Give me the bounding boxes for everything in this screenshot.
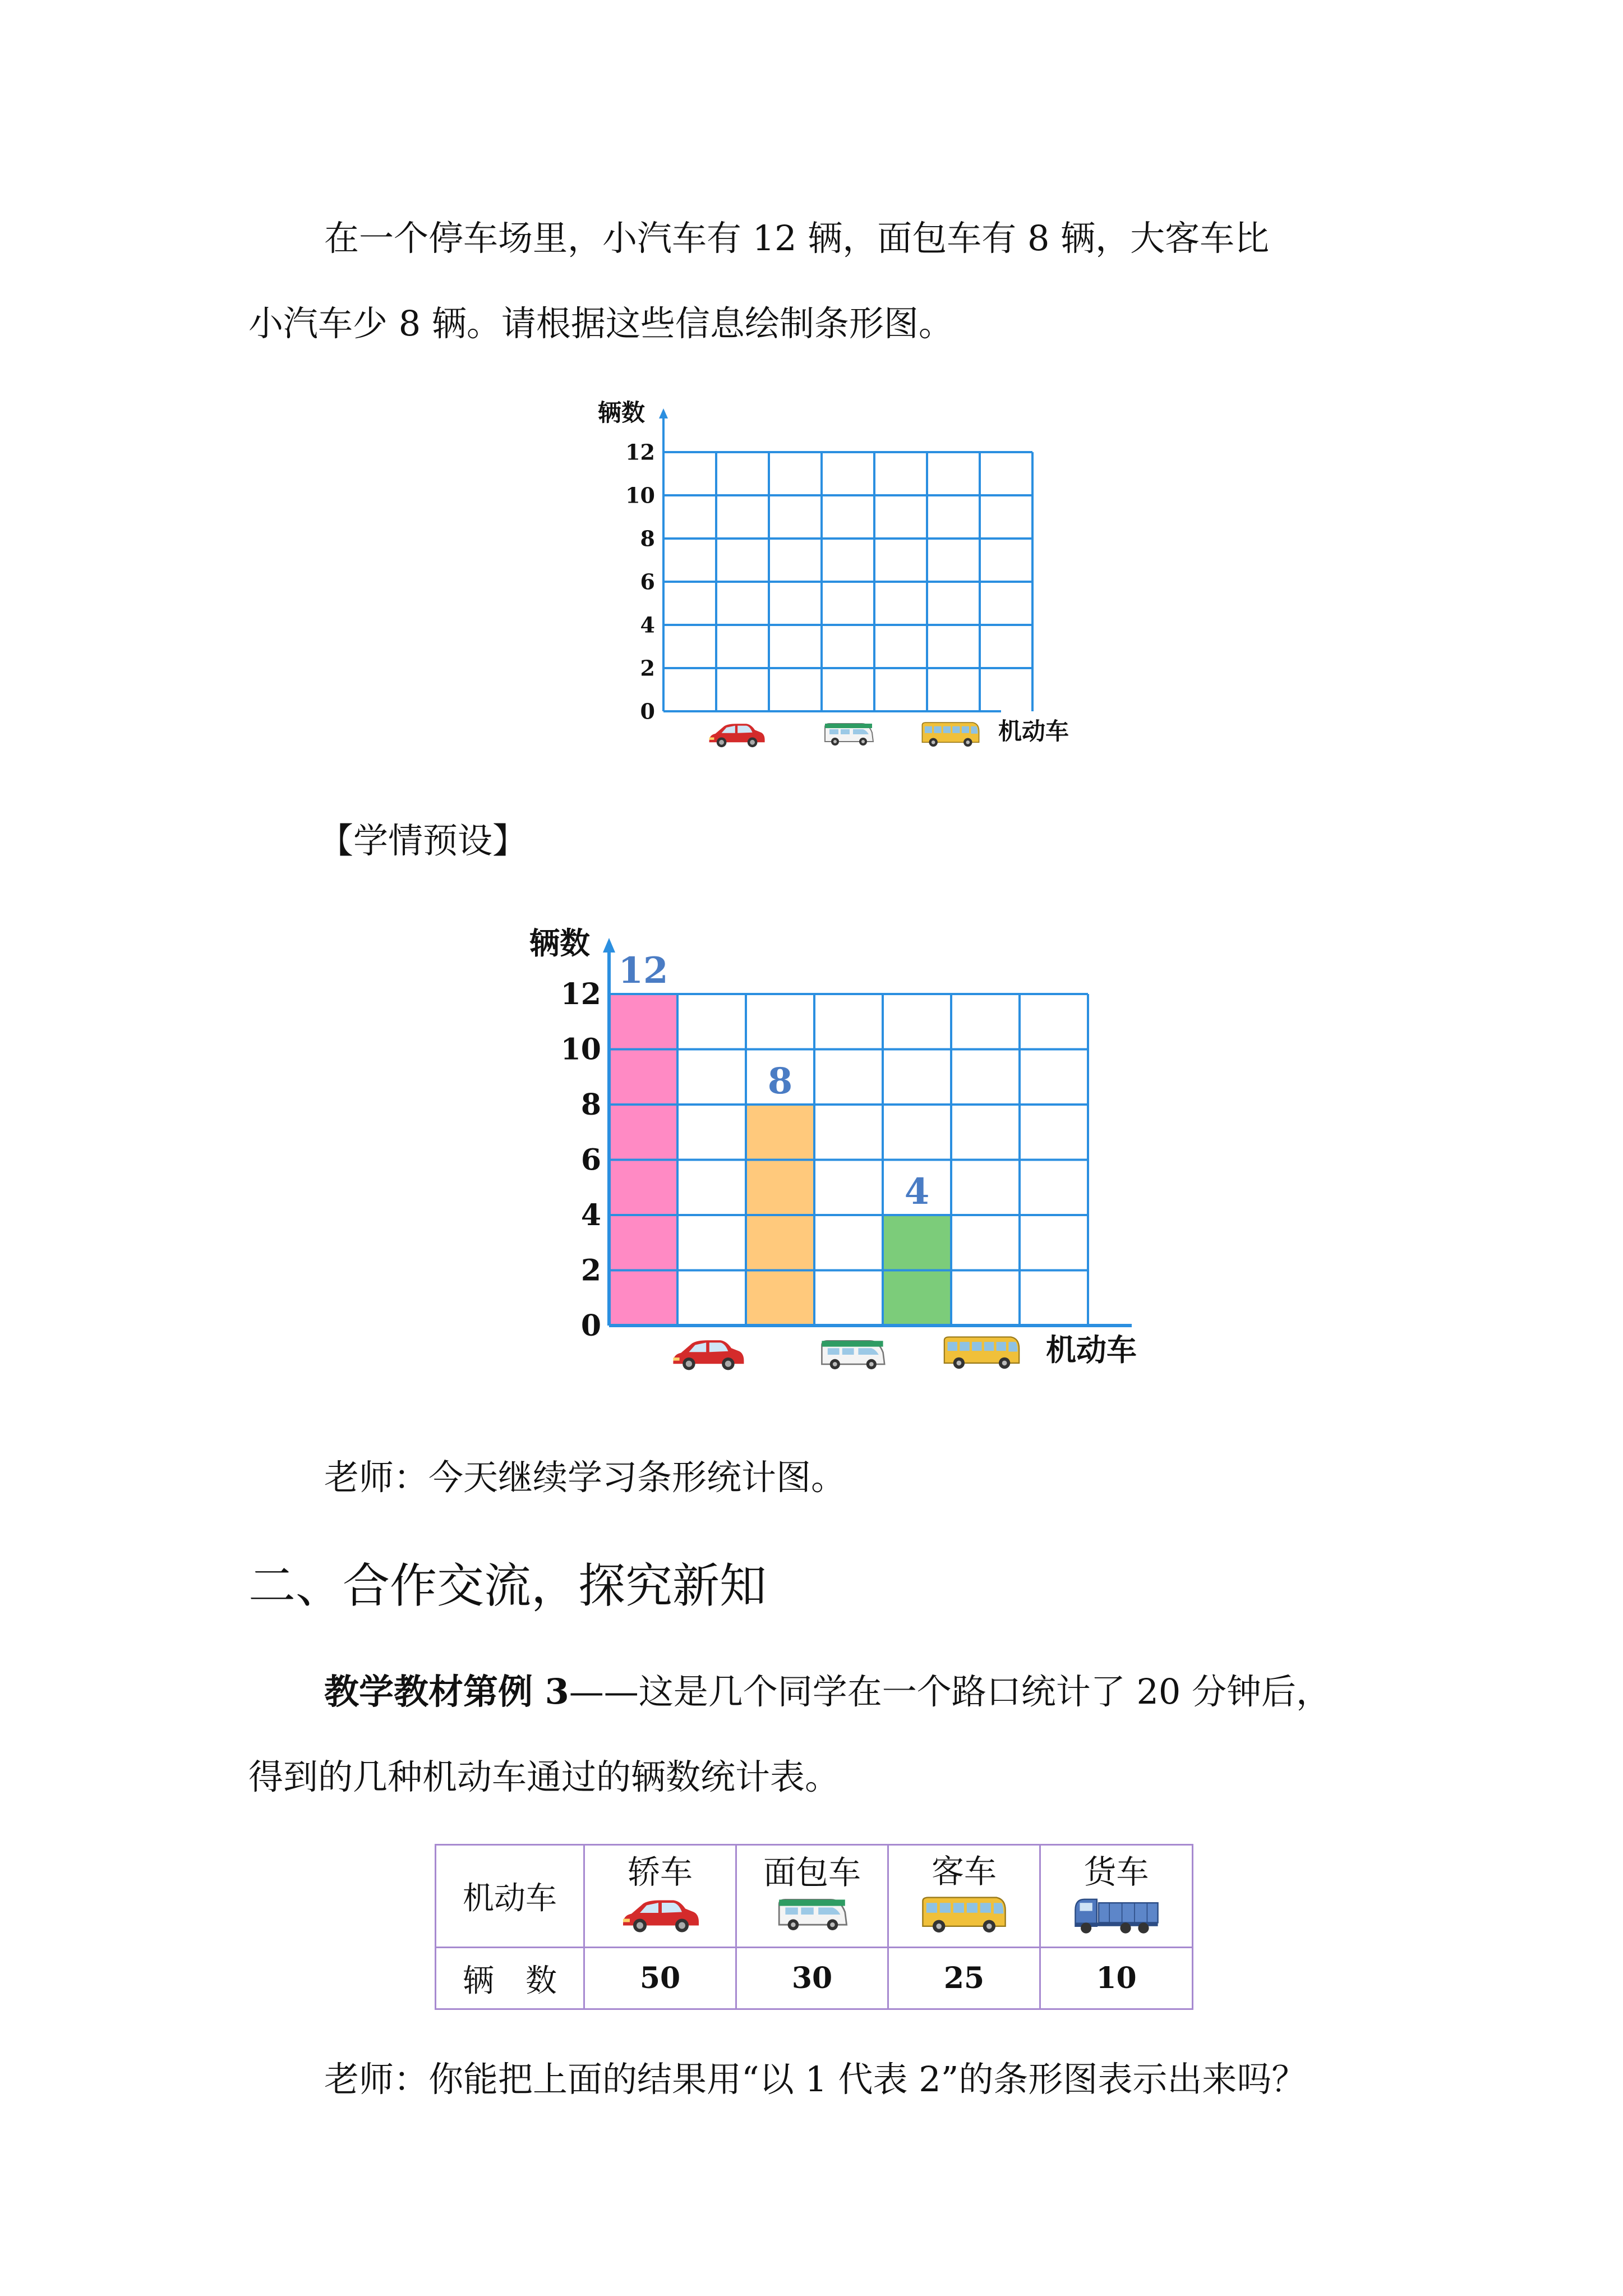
intro-line-1: 在一个停车场里，小汽车有 12 辆，面包车有 8 辆，大客车比 xyxy=(324,218,1270,259)
car-icon xyxy=(673,1340,744,1370)
main-chart-data-label-0: 12 xyxy=(618,950,668,992)
table-col-name: 货车 xyxy=(1083,1853,1149,1892)
teacher-line-2: 老师：你能把上面的结果用“以 1 代表 2”的条形图表示出来吗？ xyxy=(324,2059,1307,2100)
blank-chart-y-tick-4: 8 xyxy=(640,526,655,551)
blank-chart-y-label: 辆数 xyxy=(597,399,645,426)
table-header-vehicle: 机动车 xyxy=(436,1845,584,1948)
main-chart-y-label: 辆数 xyxy=(529,925,590,961)
blank-chart-y-tick-1: 2 xyxy=(640,655,655,681)
main-chart-y-tick-5: 10 xyxy=(560,1032,601,1067)
example-line-2: 得到的几种机动车通过的辆数统计表。 xyxy=(248,1756,840,1797)
table-col-truck xyxy=(1040,1845,1193,1948)
blank-chart-y-tick-5: 10 xyxy=(625,482,655,508)
main-chart-data-label-2: 4 xyxy=(904,1171,930,1213)
table-col-name: 轿车 xyxy=(627,1853,693,1892)
example-line-1-rest: ——这是几个同学在一个路口统计了 20 分钟后， xyxy=(569,1671,1331,1712)
main-chart-y-ticks xyxy=(561,977,601,1343)
example-lead: 教学教材第例 3 xyxy=(324,1671,569,1712)
blank-chart-y-tick-0: 0 xyxy=(640,698,655,724)
table-col-bus xyxy=(888,1845,1040,1948)
table-row xyxy=(436,1845,1193,1948)
main-chart-y-tick-4: 8 xyxy=(580,1088,601,1122)
bus-icon xyxy=(919,1892,1009,1938)
table-count-truck: 10 xyxy=(1040,1948,1193,2009)
main-chart-y-tick-3: 6 xyxy=(580,1143,601,1177)
teacher-line-1: 老师：今天继续学习条形统计图。 xyxy=(324,1457,846,1498)
section-label: 【学情预设】 xyxy=(319,820,528,861)
vehicle-count-table xyxy=(435,1844,1193,2010)
blank-chart-x-label: 机动车 xyxy=(998,717,1069,745)
table-row xyxy=(436,1948,1193,2009)
blank-chart-y-tick-6: 12 xyxy=(625,439,655,465)
car-icon xyxy=(618,1892,702,1937)
example-line-1 xyxy=(324,1671,1331,1712)
main-chart-data-label-1: 8 xyxy=(767,1060,793,1102)
main-chart-y-arrow xyxy=(603,938,615,953)
table-header-count: 辆 数 xyxy=(436,1948,584,2009)
main-chart-y-tick-6: 12 xyxy=(560,977,601,1012)
table-count-bus: 25 xyxy=(888,1948,1040,2009)
blank-chart-y-tick-3: 6 xyxy=(640,569,655,595)
bus-icon xyxy=(944,1337,1019,1369)
main-chart-y-tick-0: 0 xyxy=(580,1309,601,1343)
main-chart-y-tick-1: 2 xyxy=(580,1253,601,1288)
table-col-name: 客车 xyxy=(931,1852,997,1891)
truck-icon xyxy=(1072,1892,1161,1937)
table-col-sedan xyxy=(584,1845,736,1948)
intro-line-2: 小汽车少 8 辆。请根据这些信息绘制条形图。 xyxy=(248,303,953,344)
main-chart-y-tick-2: 4 xyxy=(580,1198,601,1233)
van-icon xyxy=(773,1893,851,1936)
table-count-sedan: 50 xyxy=(584,1948,736,2009)
table-col-name: 面包车 xyxy=(763,1853,861,1892)
van-icon xyxy=(822,1341,884,1369)
table-count-van: 30 xyxy=(736,1948,888,2009)
section-heading: 二、合作交流，探究新知 xyxy=(248,1558,767,1613)
main-chart-x-label: 机动车 xyxy=(1046,1332,1137,1368)
blank-chart-y-tick-2: 4 xyxy=(640,612,655,638)
table-col-van xyxy=(736,1845,888,1948)
